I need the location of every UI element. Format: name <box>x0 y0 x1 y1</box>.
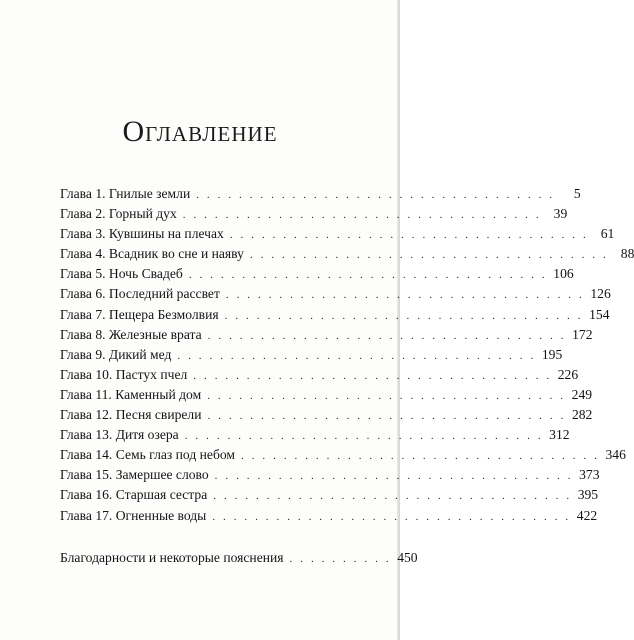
toc-entry-label: Глава 11. Каменный дом <box>60 386 202 402</box>
toc-entry[interactable] <box>60 506 598 526</box>
toc-entry[interactable] <box>60 284 611 304</box>
toc-entry-label: Глава 5. Ночь Свадеб <box>60 266 183 282</box>
toc-entry-label: Глава 15. Замершее слово <box>60 467 209 483</box>
toc-leader-dots: . . . . . . . . . . . . . . . . . . . . . . . . . . . . . . . . . . <box>207 389 566 402</box>
toc-leader-dots: . . . . . . . . . . <box>289 553 392 565</box>
toc-entry[interactable] <box>60 385 593 405</box>
toc-entry-page: 88 <box>620 246 634 262</box>
toc-leader-dots: . . . . . . . . . . . . . . . . . . . . . . . . . . . . . . . . . . <box>207 410 566 423</box>
toc-entry[interactable] <box>60 204 568 224</box>
toc-entry[interactable] <box>60 405 593 425</box>
toc-entry-page: 450 <box>397 550 418 565</box>
toc-entry-label: Глава 9. Дикий мед <box>60 346 172 362</box>
toc-entry-page: 226 <box>557 366 579 382</box>
toc-entry[interactable] <box>60 325 593 345</box>
toc-entry-page: 5 <box>573 186 581 201</box>
toc-leader-dots: . . . . . . . . . . . . . . . . . . . . . . . . . . . . . . . . . . <box>207 329 567 342</box>
toc-entry-page: 282 <box>571 407 593 423</box>
toc-leader-dots: . . . . . . . . . . . . . . . . . . . . . . . . . . . . . . . . . . <box>224 309 584 322</box>
toc-entry-page: 195 <box>541 346 563 362</box>
toc-entry-page: 422 <box>576 507 598 523</box>
toc-leader-dots: . . . . . . . . . . . . . . . . . . . . . . . . . . . . . . . . . . <box>184 430 544 443</box>
toc-entry[interactable] <box>60 224 615 244</box>
toc-leader-dots: . . . . . . . . . . . . . . . . . . . . . . . . . . . . . . . . . . <box>177 349 536 362</box>
toc-entry-label: Глава 16. Старшая сестра <box>60 487 208 503</box>
toc-entry-page: 312 <box>549 427 570 443</box>
toc-leader-dots: . . . . . . . . . . . . . . . . . . . . . . . . . . . . . . . . . . <box>182 209 542 222</box>
toc-entry-label: Глава 12. Песня свирели <box>60 407 202 423</box>
toc-entry-label: Глава 13. Дитя озера <box>60 427 179 443</box>
toc-leader-dots: . . . . . . . . . . . . . . . . . . . . . . . . . . . . . . . . . . <box>213 490 572 503</box>
toc-entry[interactable] <box>60 445 626 465</box>
toc-entry-label: Глава 6. Последний рассвет <box>60 286 220 302</box>
toc-leader-dots: . . . . . . . . . . . . . . . . . . . . . . . . . . . . . . . . . . <box>249 249 609 262</box>
toc-leader-dots: . . . . . . . . . . . . . . . . . . . . . . . . . . . . . . . . . . <box>229 229 589 242</box>
toc-leader-dots: . . . . . . . . . . . . . . . . . . . . . . . . . . . . . . . . . . <box>193 369 552 382</box>
toc-entry-label: Глава 4. Всадник во сне и наяву <box>60 246 244 262</box>
toc-entry-page: 346 <box>605 447 626 463</box>
toc-entry[interactable] <box>60 485 599 505</box>
toc-leader-dots: . . . . . . . . . . . . . . . . . . . . . . . . . . . . . . . . . . <box>241 450 600 463</box>
toc-leader-dots: . . . . . . . . . . . . . . . . . . . . . . . . . . . . . . . . . . <box>214 470 574 483</box>
page-title: Оглавление <box>122 115 278 148</box>
toc-leader-dots: . . . . . . . . . . . . . . . . . . . . . . . . . . . . . . . . . . <box>212 510 571 523</box>
toc-leader-dots: . . . . . . . . . . . . . . . . . . . . . . . . . . . . . . . . . . <box>225 289 585 302</box>
toc-entry-label: Глава 10. Пастух пчел <box>60 366 188 382</box>
toc-entry[interactable] <box>60 365 579 385</box>
toc-entry[interactable] <box>60 345 563 365</box>
toc-entry-label: Глава 8. Железные врата <box>60 326 202 342</box>
toc-entry-label: Глава 14. Семь глаз под небом <box>60 447 236 463</box>
toc-entry-page: 39 <box>553 206 568 222</box>
toc-entry[interactable] <box>60 465 600 485</box>
toc-entry-page: 395 <box>577 487 599 503</box>
toc-entry[interactable] <box>60 305 610 325</box>
toc-entry-page: 373 <box>579 467 600 483</box>
toc-entry-page: 249 <box>571 386 593 402</box>
table-of-contents <box>60 184 634 526</box>
toc-entry-label: Глава 2. Горный дух <box>60 206 177 222</box>
toc-extra <box>60 548 418 568</box>
toc-leader-dots: . . . . . . . . . . . . . . . . . . . . . . . . . . . . . . . . . . <box>188 269 548 282</box>
toc-entry-label: Глава 17. Огненные воды <box>60 507 207 523</box>
toc-entry-label: Глава 1. Гнилые земли <box>60 186 191 201</box>
toc-entry-label: Глава 3. Кувшины на плечах <box>60 226 224 242</box>
toc-entry-acknowledgements[interactable] <box>60 548 418 568</box>
toc-entry[interactable] <box>60 425 570 445</box>
toc-entry-page: 106 <box>553 266 574 282</box>
toc-entry-page: 126 <box>590 286 611 302</box>
toc-leader-dots: . . . . . . . . . . . . . . . . . . . . . . . . . . . . . . . . . . <box>196 189 555 201</box>
toc-entry[interactable] <box>60 264 574 284</box>
toc-entry[interactable] <box>60 184 581 204</box>
toc-entry-label: Благодарности и некоторые пояснения <box>60 550 284 565</box>
toc-entry-page: 154 <box>589 306 610 322</box>
toc-entry-label: Глава 7. Пещера Безмолвия <box>60 306 219 322</box>
toc-entry-page: 61 <box>600 226 615 242</box>
toc-entry[interactable] <box>60 244 634 264</box>
toc-entry-page: 172 <box>572 326 593 342</box>
